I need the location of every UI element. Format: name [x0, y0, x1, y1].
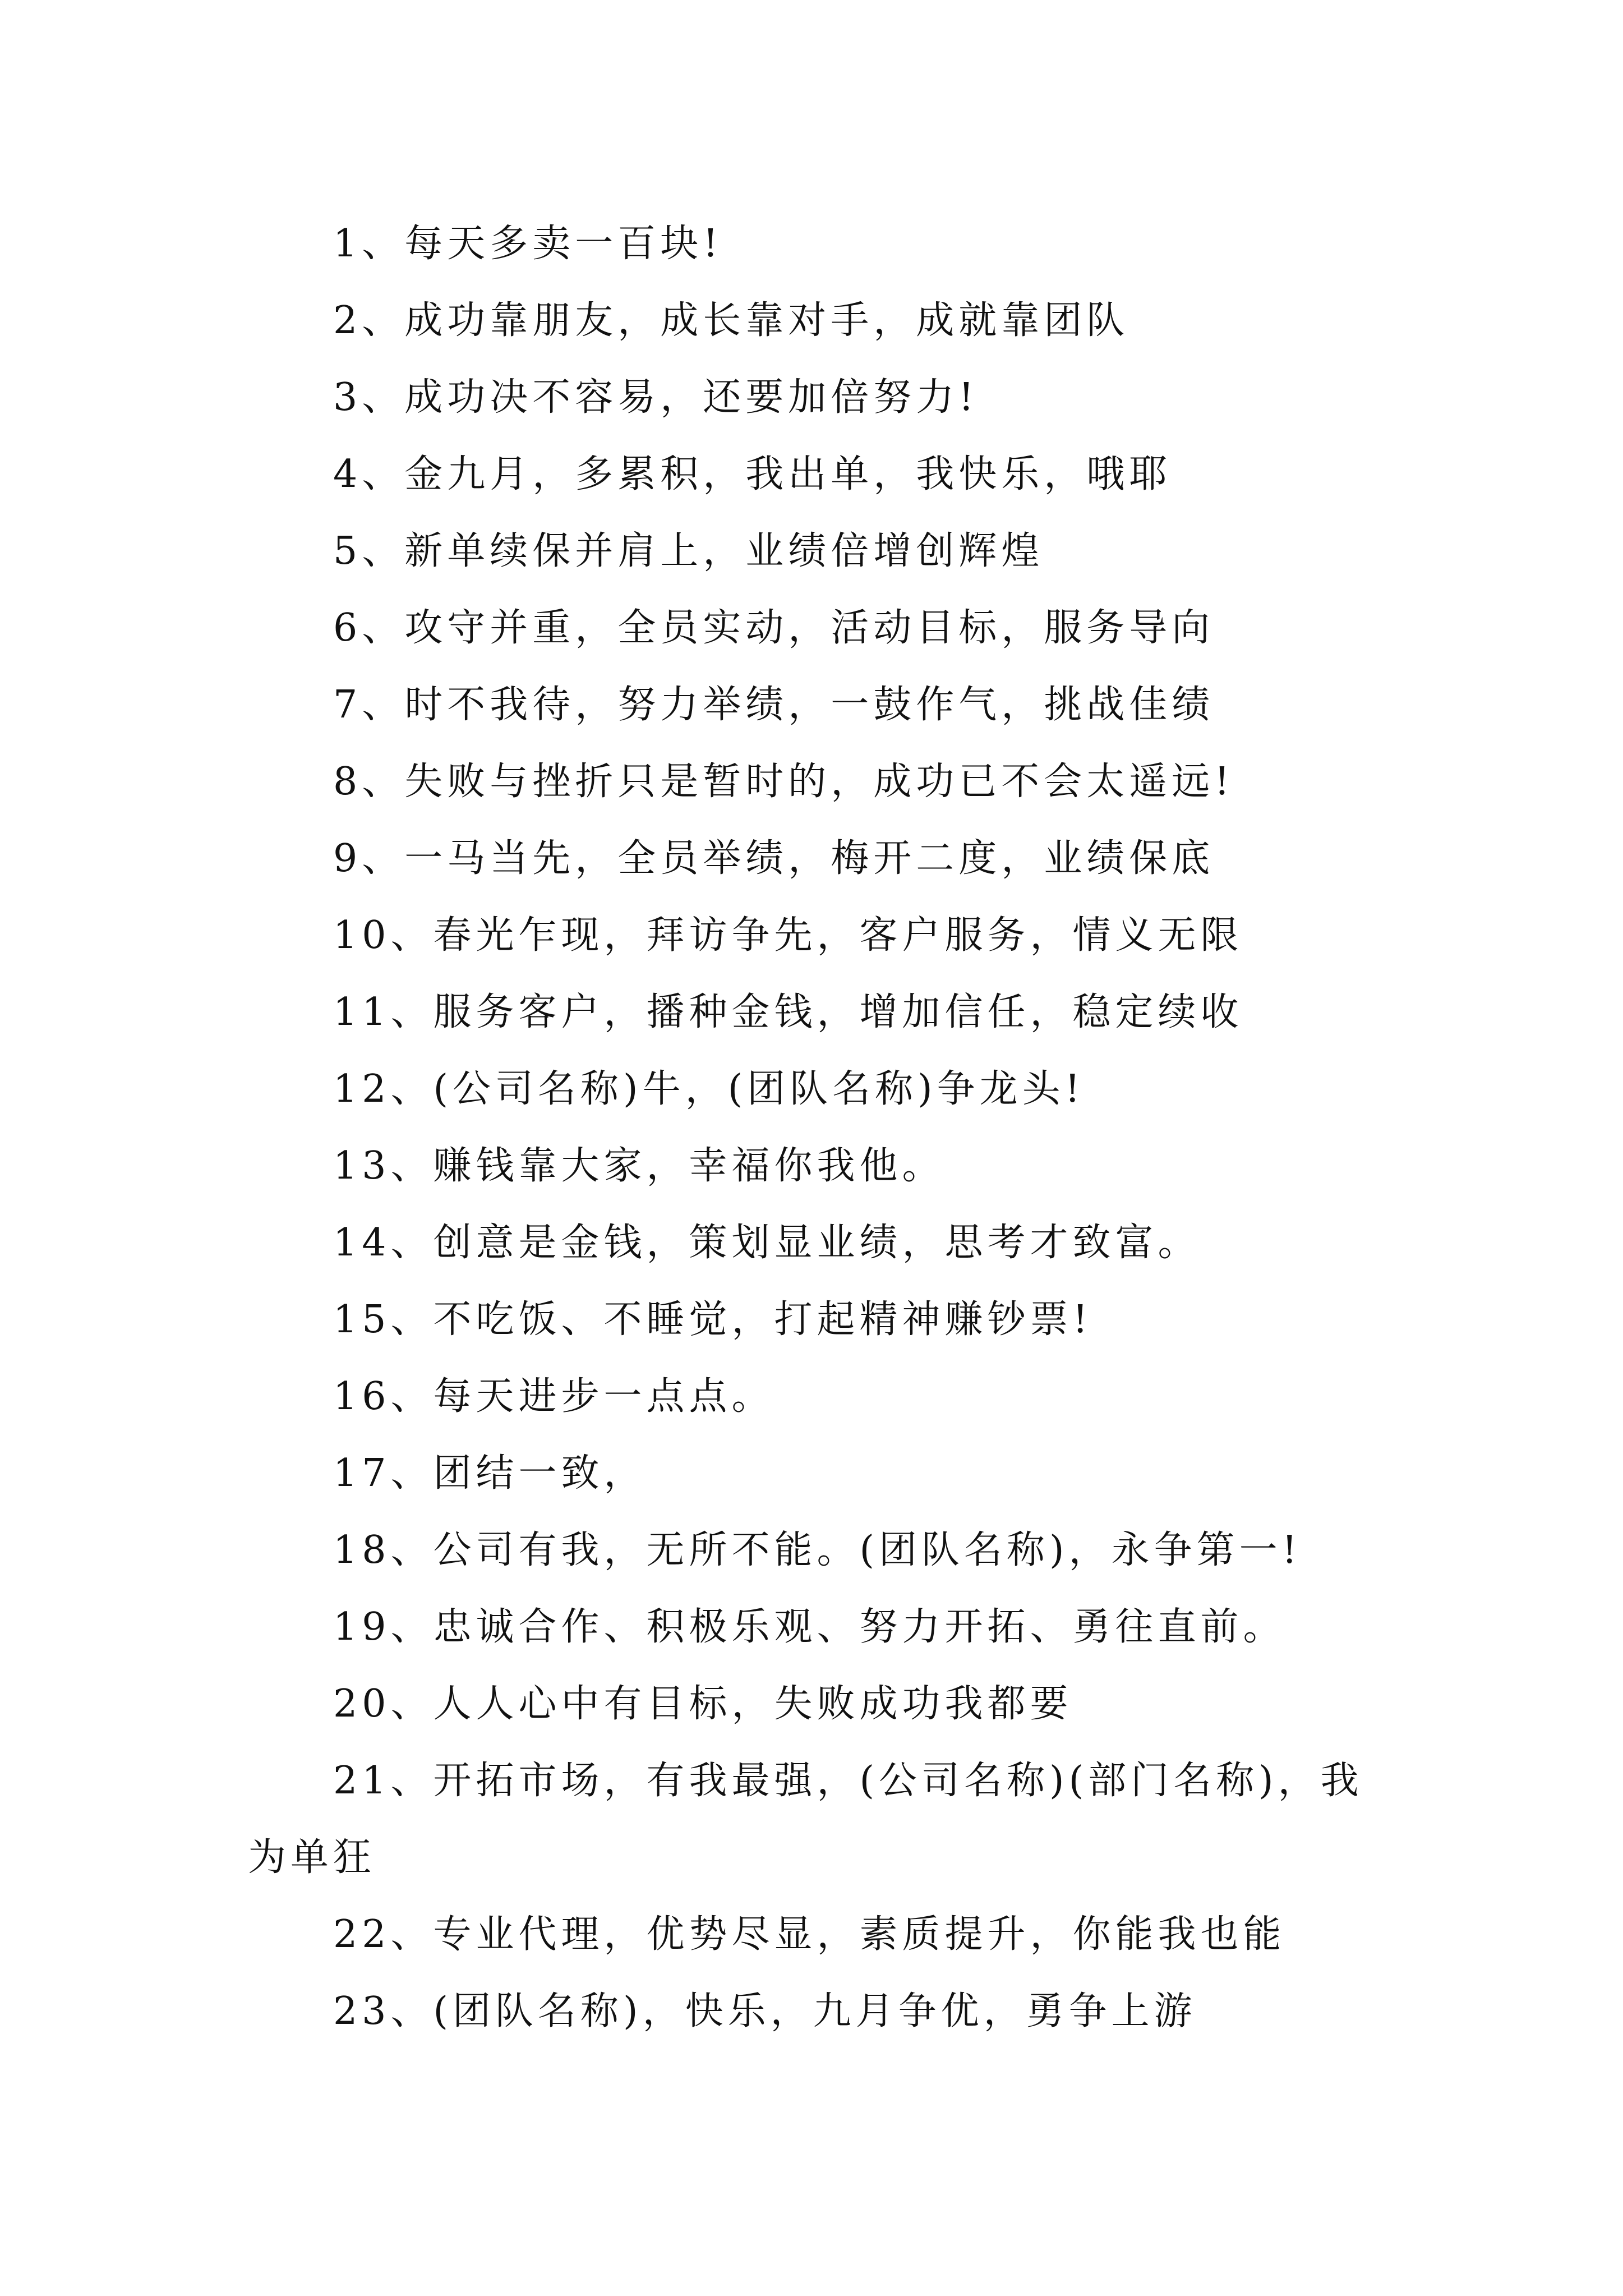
list-item: 10、春光乍现，拜访争先，客户服务，情义无限 — [333, 913, 1243, 958]
list-item: 22、专业代理，优势尽显，素质提升，你能我也能 — [333, 1912, 1286, 1957]
list-item: 14、创意是金钱，策划显业绩，思考才致富。 — [333, 1221, 1201, 1265]
list-item: 12、(公司名称)牛，(团队名称)争龙头! — [333, 1067, 1085, 1111]
list-item: 5、新单续保并肩上，业绩倍增创辉煌 — [333, 529, 1044, 573]
list-item: 23、(团队名称)，快乐，九月争优，勇争上游 — [333, 1989, 1197, 2033]
list-item: 18、公司有我，无所不能。(团队名称)，永争第一! — [333, 1528, 1302, 1572]
list-item: 20、人人心中有目标，失败成功我都要 — [333, 1682, 1073, 1726]
slogan-list — [248, 205, 1392, 2050]
list-item: 4、金九月，多累积，我出单，我快乐，哦耶 — [333, 452, 1172, 496]
list-item: 11、服务客户，播种金钱，增加信任，稳定续收 — [333, 990, 1243, 1034]
list-item: 15、不吃饭、不睡觉，打起精神赚钞票! — [333, 1297, 1092, 1342]
list-item: 8、失败与挫折只是暂时的，成功已不会太遥远! — [333, 760, 1234, 804]
list-item: 6、攻守并重，全员实动，活动目标，服务导向 — [333, 606, 1215, 650]
list-item: 9、一马当先，全员举绩，梅开二度，业绩保底 — [333, 836, 1215, 881]
list-item: 17、团结一致， — [333, 1451, 647, 1496]
list-item: 13、赚钱靠大家，幸福你我他。 — [333, 1144, 945, 1188]
list-item: 7、时不我待，努力举绩，一鼓作气，挑战佳绩 — [333, 683, 1215, 727]
list-item: 16、每天进步一点点。 — [333, 1374, 774, 1419]
list-item: 1、每天多卖一百块! — [333, 222, 723, 266]
list-item: 19、忠诚合作、积极乐观、努力开拓、勇往直前。 — [333, 1605, 1286, 1649]
list-item: 3、成功决不容易，还要加倍努力! — [333, 375, 979, 420]
list-item: 2、成功靠朋友，成长靠对手，成就靠团队 — [333, 298, 1129, 343]
list-item: 21、开拓市场，有我最强，(公司名称)(部门名称)，我为单狂 — [248, 1759, 1363, 1880]
